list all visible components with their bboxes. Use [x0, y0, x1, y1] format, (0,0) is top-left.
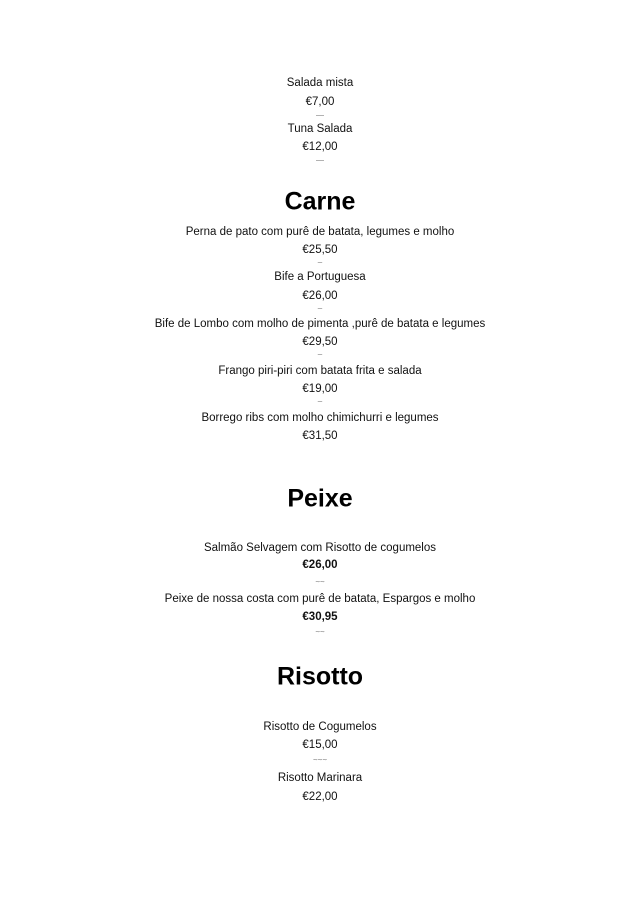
item-separator: ~~ [315, 627, 325, 637]
menu-item-price: €26,00 [302, 290, 338, 302]
item-separator: — [316, 110, 324, 120]
item-separator: – [317, 349, 323, 359]
item-separator: ~~ [315, 577, 325, 587]
menu-item-price: €15,00 [302, 739, 338, 751]
menu-item-name: Salada mista [286, 77, 354, 89]
menu-item-name: Risotto de Cogumelos [263, 721, 377, 733]
item-separator: — [316, 155, 324, 165]
menu-item-price: €22,00 [302, 791, 338, 803]
menu-item-name: Borrego ribs com molho chimichurri e legumes [201, 412, 439, 424]
section-heading: Risotto [276, 662, 364, 691]
menu-item-name: Frango piri-piri com batata frita e salada [218, 365, 422, 377]
section-heading: Carne [284, 187, 356, 216]
menu-item-name: Bife a Portuguesa [274, 271, 366, 283]
item-separator: – [317, 396, 323, 406]
menu-item-price: €31,50 [302, 430, 338, 442]
menu-item-name: Perna de pato com purê de batata, legumes e molho [185, 226, 455, 238]
menu-item-price: €12,00 [302, 141, 338, 153]
item-separator: ~~~ [312, 755, 327, 765]
menu-item-price: €7,00 [305, 96, 335, 108]
menu-item-name: Tuna Salada [287, 123, 353, 135]
menu-item-name: Salmão Selvagem com Risotto de cogumelos [203, 542, 437, 554]
menu-item-price: €25,50 [302, 244, 338, 256]
menu-item-name: Bife de Lombo com molho de pimenta ,purê de batata e legumes [154, 318, 486, 330]
item-separator: – [317, 257, 323, 267]
menu-item-price: €30,95 [302, 611, 338, 623]
menu-item-price: €29,50 [302, 336, 338, 348]
menu-item-name: Peixe de nossa costa com purê de batata, Espargos e molho [164, 593, 476, 605]
menu-item-price: €26,00 [302, 559, 338, 571]
menu-item-price: €19,00 [302, 383, 338, 395]
section-heading: Peixe [287, 484, 353, 513]
menu-item-name: Risotto Marinara [277, 772, 363, 784]
item-separator: – [317, 303, 323, 313]
